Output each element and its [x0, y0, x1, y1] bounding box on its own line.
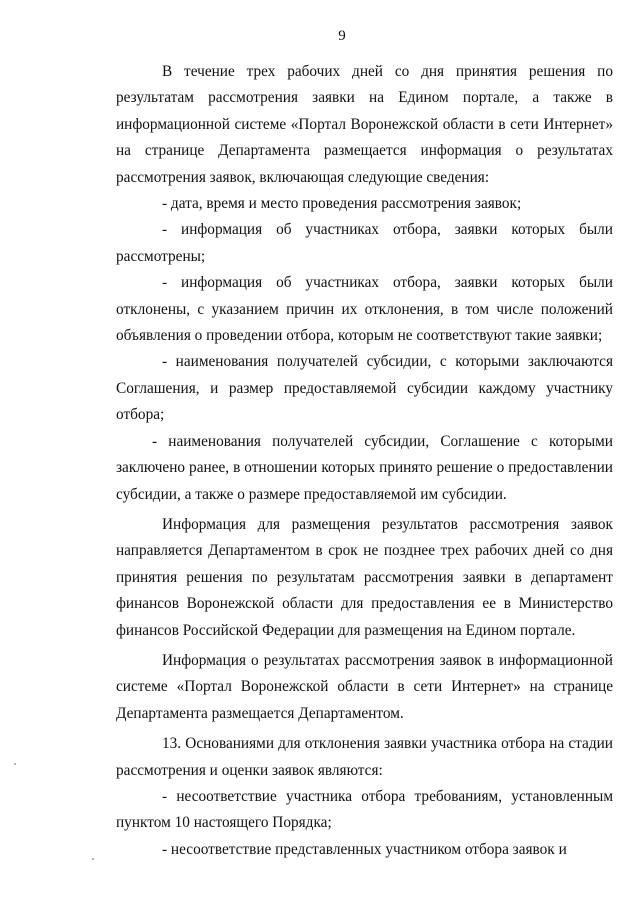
page-number: 9 [338, 28, 346, 44]
scan-speck [14, 763, 16, 765]
list-item-reviewed-participants: - информация об участниках отбора, заявки которых были рассмотрены; [116, 221, 613, 265]
paragraph-results-publication: В течение трех рабочих дней со дня принятия решения по результатам рассмотрения заявки на Едином портале, а также в информационной системе «Портал Воронежской области в сети Интернет» на странице Департамента размещается информация о результатах рассмотрения заявок, включающая следующие сведения: [116, 63, 613, 186]
document-body [116, 59, 613, 863]
list-item-subsidy-recipients: - наименования получателей субсидии, с которыми заключаются Соглашения, и размер предоставляемой субсидии каждому участнику отбора; [116, 353, 613, 424]
paragraph-section-13: 13. Основаниями для отклонения заявки участника отбора на стадии рассмотрения и оценки заявок являются: [116, 735, 613, 779]
paragraph-information-sending: Информация для размещения результатов рассмотрения заявок направляется Департаментом в срок не позднее трех рабочих дней со дня принятия решения по результатам рассмотрения заявки в департамент финансов Воронежской области для предоставления ее в Министерство финансов Российской Федерации для размещения на Едином портале. [116, 515, 613, 639]
scan-speck [92, 858, 94, 860]
list-item-date-time-place: - дата, время и место проведения рассмотрения заявок; [162, 195, 522, 213]
list-item-prior-agreements: - наименования получателей субсидии, Соглашение с которыми заключено ранее, в отношении которых принято решение о предоставлении субсидии, а также о размере предоставляемой им субсидии. [116, 432, 613, 503]
list-item-requirements-mismatch: - несоответствие участника отбора требованиям, установленным пунктом 10 настоящего Порядка; [116, 787, 613, 832]
list-item-rejected-participants: - информация об участниках отбора, заявки которых были отклонены, с указанием причин их отклонения, в том числе положений объявления о проведении отбора, которым не соответствуют такие заявки; [116, 274, 613, 345]
paragraph-portal-publication: Информация о результатах рассмотрения заявок в информационной системе «Портал Воронежской области в сети Интернет» на странице Департамента размещается Департаментом. [116, 651, 613, 722]
list-item-documents-mismatch: - несоответствие представленных участником отбора заявок и [162, 840, 567, 858]
